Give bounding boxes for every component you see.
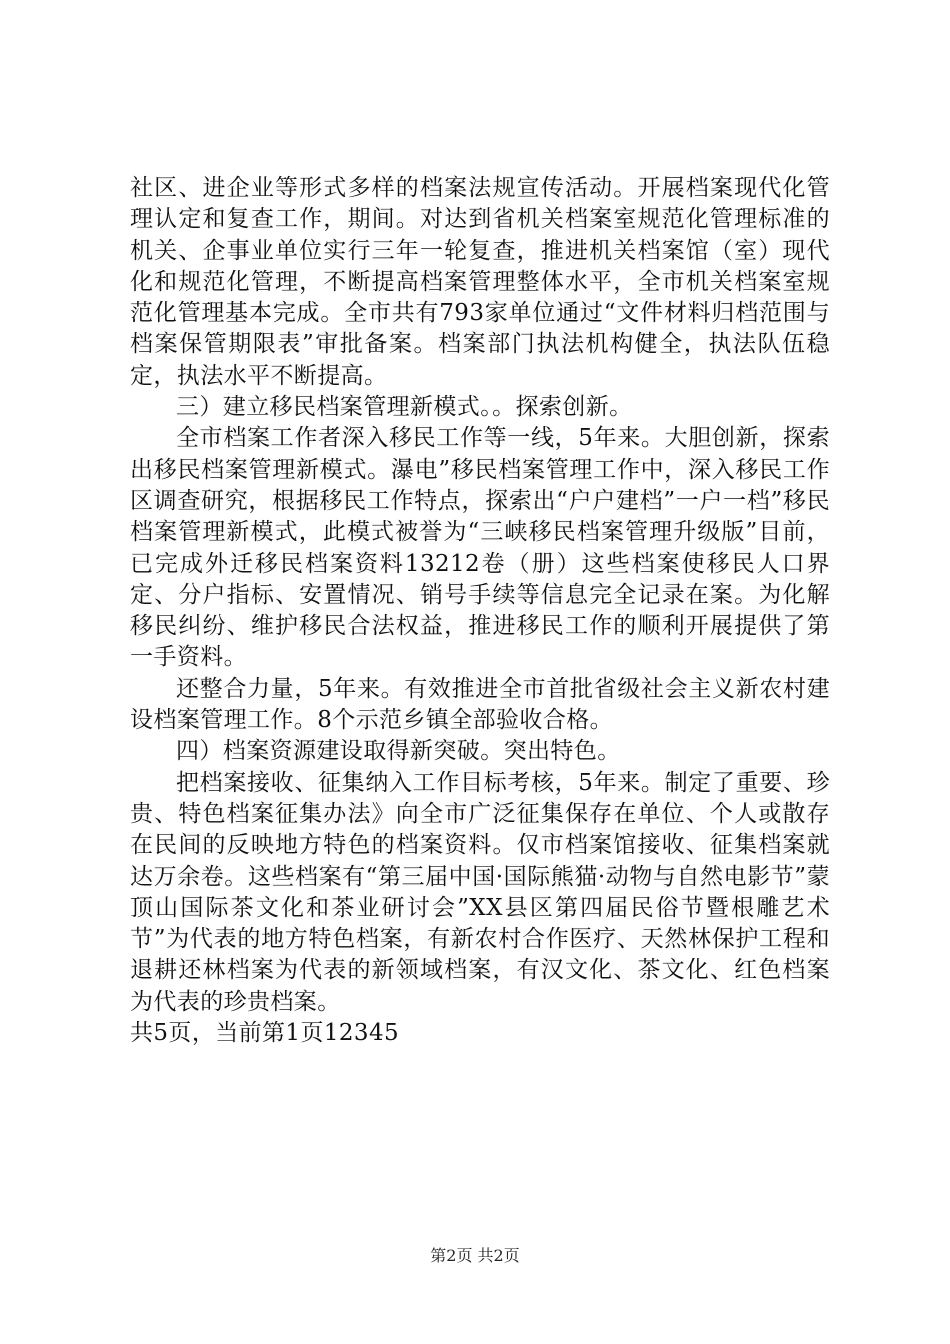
page-footer: 第2页 共2页 <box>430 1246 520 1265</box>
paragraph-3: 全市档案工作者深入移民工作等一线，5年来。大胆创新，探索出移民档案管理新模式。瀑电”移民档案管理工作中，深入移民工作区调查研究，根据移民工作特点，探索出“户户建档”一户一档”移民档案管理新模式，此模式被誉为“三峡移民档案管理升级版”目前，已完成外迁移民档案资料13212卷（册）这些档案使移民人口界定、分户指标、安置情况、销号手续等信息完全记录在案。为化解移民纠纷、维护移民合法权益，推进移民工作的顺利开展提供了第一手资料。 <box>130 425 830 671</box>
paragraph-2-heading: 三）建立移民档案管理新模式。。探索创新。 <box>176 394 633 421</box>
document-body <box>130 173 830 1049</box>
pagination-text: 共5页，当前第1页12345 <box>130 1020 400 1047</box>
paragraph-6: 把档案接收、征集纳入工作目标考核，5年来。制定了重要、珍贵、特色档案征集办法》向全市广泛征集保存在单位、个人或散存在民间的反映地方特色的档案资料。仅市档案馆接收、征集档案就达万余卷。这些档案有“第三届中国·国际熊猫·动物与自然电影节”蒙顶山国际茶文化和茶业研讨会”XX县区第四届民俗节暨根雕艺术节”为代表的地方特色档案，有新农村合作医疗、天然林保护工程和退耕还林档案为代表的新领域档案，有汉文化、茶文化、红色档案为代表的珍贵档案。 <box>130 769 830 1015</box>
paragraph-1: 社区、进企业等形式多样的档案法规宣传活动。开展档案现代化管理认定和复查工作，期间。对达到省机关档案室规范化管理标准的机关、企事业单位实行三年一轮复查，推进机关档案馆（室）现代化和规范化管理，不断提高档案管理整体水平，全市机关档案室规范化管理基本完成。全市共有793家单位通过“文件材料归档范围与档案保管期限表”审批备案。档案部门执法机构健全，执法队伍稳定，执法水平不断提高。 <box>130 175 830 389</box>
paragraph-4: 还整合力量，5年来。有效推进全市首批省级社会主义新农村建设档案管理工作。8个示范乡镇全部验收合格。 <box>130 675 830 734</box>
paragraph-5-heading: 四）档案资源建设取得新突破。突出特色。 <box>176 738 621 765</box>
